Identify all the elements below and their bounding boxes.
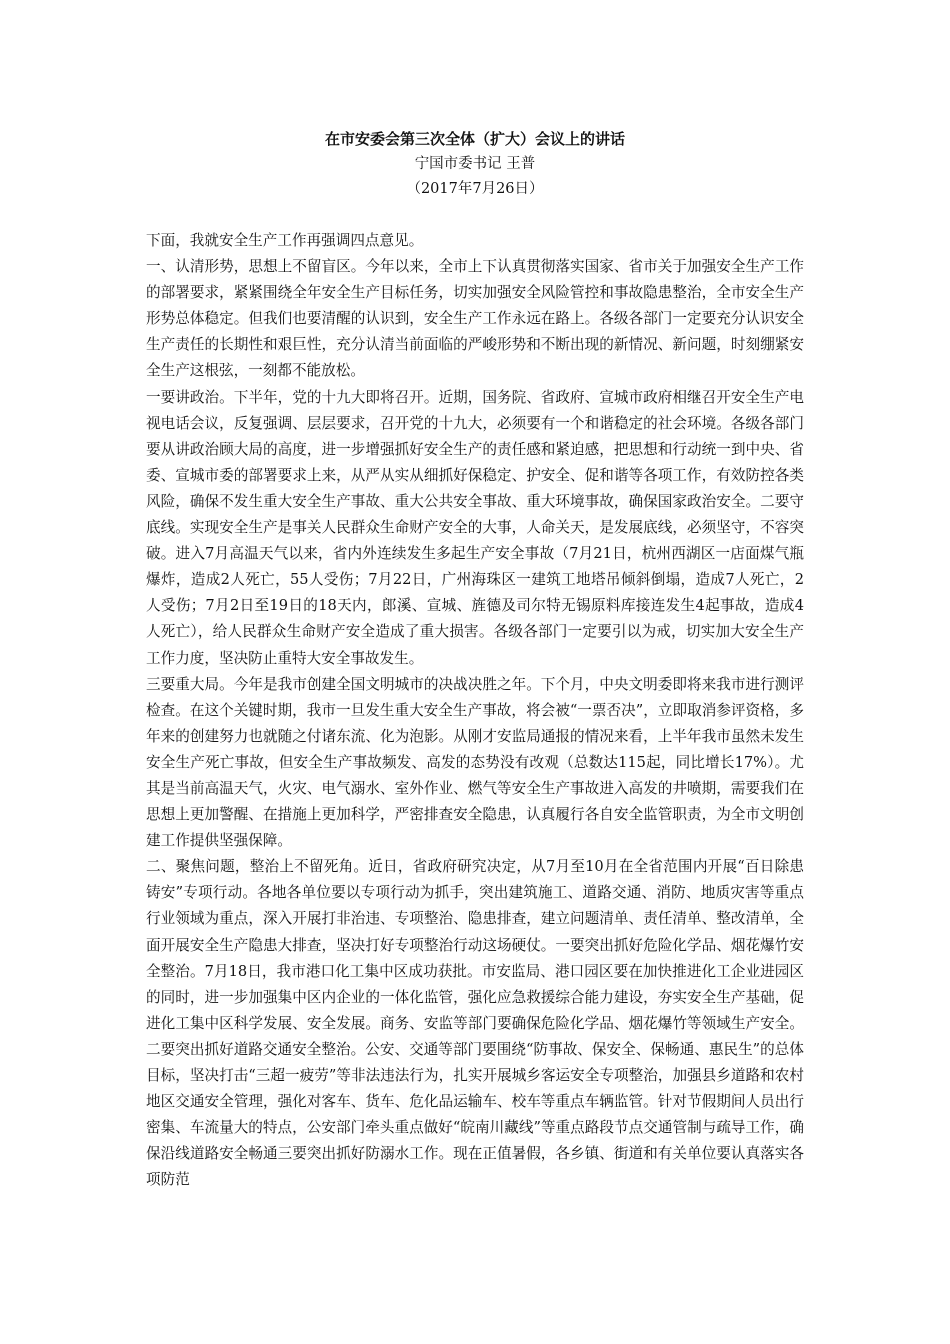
document-body <box>146 228 804 1193</box>
paragraph: 二、聚焦问题，整治上不留死角。近日，省政府研究决定，从7月至10月在全省范围内开展“百日除患铸安”专项行动。各地各单位要以专项行动为抓手，突出建筑施工、道路交通、消防、地质灾害等重点行业领域为重点，深入开展打非治违、专项整治、隐患排查，建立问题清单、责任清单、整改清单，全面开展安全生产隐患大排查，坚决打好专项整治行动这场硬仗。一要突出抓好危险化学品、烟花爆竹安全整治。7月18日，我市港口化工集中区成功获批。市安监局、港口园区要在加快推进化工企业进园区的同时，进一步加强集中区内企业的一体化监管，强化应急救援综合能力建设，夯实安全生产基础，促进化工集中区科学发展、安全发展。商务、安监等部门要确保危险化学品、烟花爆竹等领域生产安全。二要突出抓好道路交通安全整治。公安、交通等部门要围绕“防事故、保安全、保畅通、惠民生”的总体目标，坚决打击“三超一疲劳”等非法违法行为，扎实开展城乡客运安全专项整治，加强县乡道路和农村地区交通安全管理，强化对客车、货车、危化品运输车、校车等重点车辆监管。针对节假期间人员出行密集、车流量大的特点，公安部门牵头重点做好“皖南川藏线”等重点路段节点交通管制与疏导工作，确保沿线道路安全畅通三要突出抓好防溺水工作。现在正值暑假，各乡镇、街道和有关单位要认真落实各项防范 <box>146 858 804 1189</box>
document-date: （2017年7月26日） <box>406 181 544 197</box>
paragraph: 下面，我就安全生产工作再强调四点意见。 <box>146 232 424 249</box>
paragraph: 一要讲政治。下半年，党的十九大即将召开。近期，国务院、省政府、宣城市政府相继召开安全生产电视电话会议，反复强调、层层要求，召开党的十九大，必须要有一个和谐稳定的社会环境。各级各部门要从讲政治顾大局的高度，进一步增强抓好安全生产的责任感和紧迫感，把思想和行动统一到中央、省委、宣城市委的部署要求上来，从严从实从细抓好保稳定、护安全、促和谐等各项工作，有效防控各类风险，确保不发生重大安全生产事故、重大公共安全事故、重大环境事故，确保国家政治安全。二要守底线。实现安全生产是事关人民群众生命财产安全的大事，人命关天，是发展底线，必须坚守，不容突破。进入7月高温天气以来，省内外连续发生多起生产安全事故（7月21日，杭州西湖区一店面煤气瓶爆炸，造成2人死亡，55人受伤；7月22日，广州海珠区一建筑工地塔吊倾斜倒塌，造成7人死亡，2人受伤；7月2日至19日的18天内，郎溪、宣城、旌德及司尔特无锡原料库接连发生4起事故，造成4人死亡），给人民群众生命财产安全造成了重大损害。各级各部门一定要引以为戒，切实加大安全生产工作力度，坚决防止重特大安全事故发生。 <box>146 388 804 667</box>
document-title: 在市安委会第三次全体（扩大）会议上的讲话 <box>324 130 625 148</box>
document-header <box>0 126 950 202</box>
paragraph: 一、认清形势，思想上不留盲区。今年以来，全市上下认真贯彻落实国家、省市关于加强安全生产工作的部署要求，紧紧围绕全年安全生产目标任务，切实加强安全风险管控和事故隐患整治，全市安全生产形势总体稳定。但我们也要清醒的认识到，安全生产工作永远在路上。各级各部门一定要充分认识安全生产责任的长期性和艰巨性，充分认清当前面临的严峻形势和不断出现的新情况、新问题，时刻绷紧安全生产这根弦，一刻都不能放松。 <box>146 258 804 380</box>
document-author: 宁国市委书记 王普 <box>414 156 536 172</box>
paragraph: 三要重大局。今年是我市创建全国文明城市的决战决胜之年。下个月，中央文明委即将来我市进行测评检查。在这个关键时期，我市一旦发生重大安全生产事故，将会被“一票否决”，立即取消参评资格，多年来的创建努力也就随之付诸东流、化为泡影。从刚才安监局通报的情况来看，上半年我市虽然未发生安全生产死亡事故，但安全生产事故频发、高发的态势没有改观（总数达115起，同比增长17%）。尤其是当前高温天气，火灾、电气溺水、室外作业、燃气等安全生产事故进入高发的井喷期，需要我们在思想上更加警醒、在措施上更加科学，严密排查安全隐患，认真履行各自安全监管职责，为全市文明创建工作提供坚强保障。 <box>146 675 804 850</box>
